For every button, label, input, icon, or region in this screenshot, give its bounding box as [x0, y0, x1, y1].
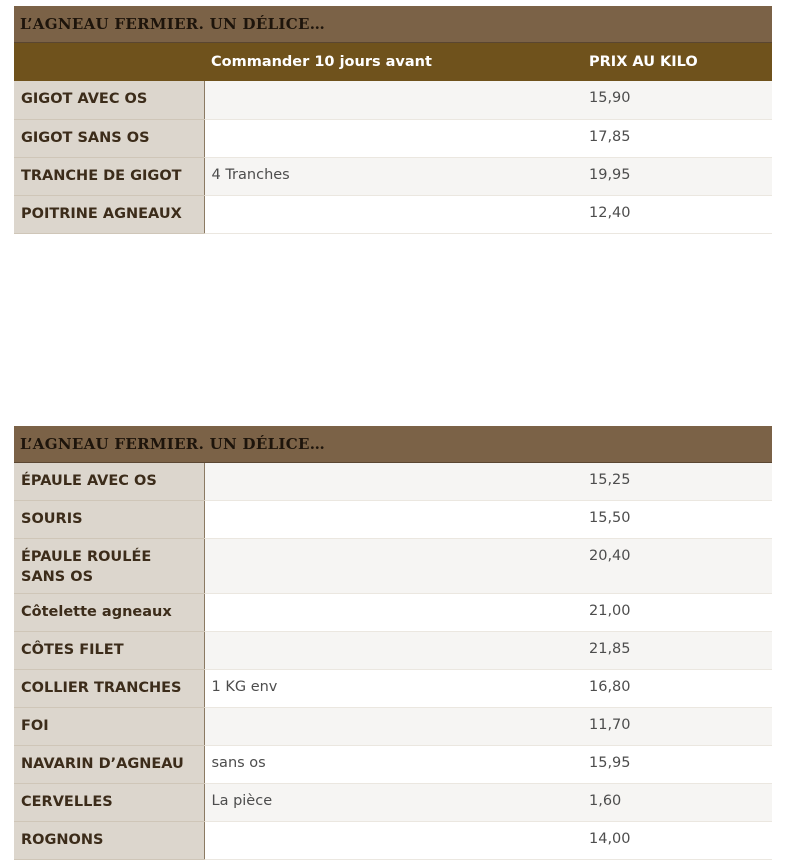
product-note: La pièce	[204, 784, 582, 822]
product-note	[204, 81, 582, 119]
product-price: 14,00	[582, 822, 772, 860]
product-note	[204, 463, 582, 501]
table-title-row	[14, 426, 772, 463]
product-note	[204, 632, 582, 670]
table-row	[14, 632, 772, 670]
product-price: 12,40	[582, 195, 772, 233]
product-name: TRANCHE DE GIGOT	[14, 157, 204, 195]
product-note	[204, 708, 582, 746]
product-price: 15,25	[582, 463, 772, 501]
product-price: 15,50	[582, 501, 772, 539]
table-title: L’AGNEAU FERMIER. UN DÉLICE…	[14, 426, 772, 463]
table-row	[14, 157, 772, 195]
header-product	[14, 43, 204, 82]
product-price: 20,40	[582, 539, 772, 594]
product-name: CÔTES FILET	[14, 632, 204, 670]
product-note	[204, 539, 582, 594]
product-price: 21,00	[582, 594, 772, 632]
product-name: ÉPAULE ROULÉE SANS OS	[14, 539, 204, 594]
product-price: 21,85	[582, 632, 772, 670]
price-table-1	[14, 6, 772, 234]
product-price: 16,80	[582, 670, 772, 708]
table-row	[14, 784, 772, 822]
product-name: SOURIS	[14, 501, 204, 539]
table-row	[14, 594, 772, 632]
product-price: 17,85	[582, 119, 772, 157]
product-name: POITRINE AGNEAUX	[14, 195, 204, 233]
price-table-2	[14, 426, 772, 860]
product-name: GIGOT SANS OS	[14, 119, 204, 157]
product-name: CERVELLES	[14, 784, 204, 822]
table-row	[14, 463, 772, 501]
product-name: COLLIER TRANCHES	[14, 670, 204, 708]
header-order-notice: Commander 10 jours avant	[204, 43, 582, 82]
header-price-per-kilo: PRIX AU KILO	[582, 43, 772, 82]
product-name: ROGNONS	[14, 822, 204, 860]
table-title: L’AGNEAU FERMIER. UN DÉLICE…	[14, 6, 772, 43]
product-note	[204, 501, 582, 539]
table-header-row	[14, 43, 772, 82]
product-note	[204, 822, 582, 860]
product-name: FOI	[14, 708, 204, 746]
product-price: 15,90	[582, 81, 772, 119]
product-name: GIGOT AVEC OS	[14, 81, 204, 119]
product-name: NAVARIN D’AGNEAU	[14, 746, 204, 784]
product-note: 4 Tranches	[204, 157, 582, 195]
product-name: ÉPAULE AVEC OS	[14, 463, 204, 501]
product-note	[204, 594, 582, 632]
table-row	[14, 708, 772, 746]
table-row	[14, 119, 772, 157]
table-row	[14, 195, 772, 233]
product-price: 1,60	[582, 784, 772, 822]
product-note: 1 KG env	[204, 670, 582, 708]
product-price: 15,95	[582, 746, 772, 784]
product-note	[204, 195, 582, 233]
product-name: Côtelette agneaux	[14, 594, 204, 632]
table-row	[14, 670, 772, 708]
table-title-row	[14, 6, 772, 43]
table-row	[14, 81, 772, 119]
product-price: 19,95	[582, 157, 772, 195]
product-price: 11,70	[582, 708, 772, 746]
table-row	[14, 822, 772, 860]
table-row	[14, 501, 772, 539]
table-row	[14, 539, 772, 594]
product-note: sans os	[204, 746, 582, 784]
product-note	[204, 119, 582, 157]
table-row	[14, 746, 772, 784]
